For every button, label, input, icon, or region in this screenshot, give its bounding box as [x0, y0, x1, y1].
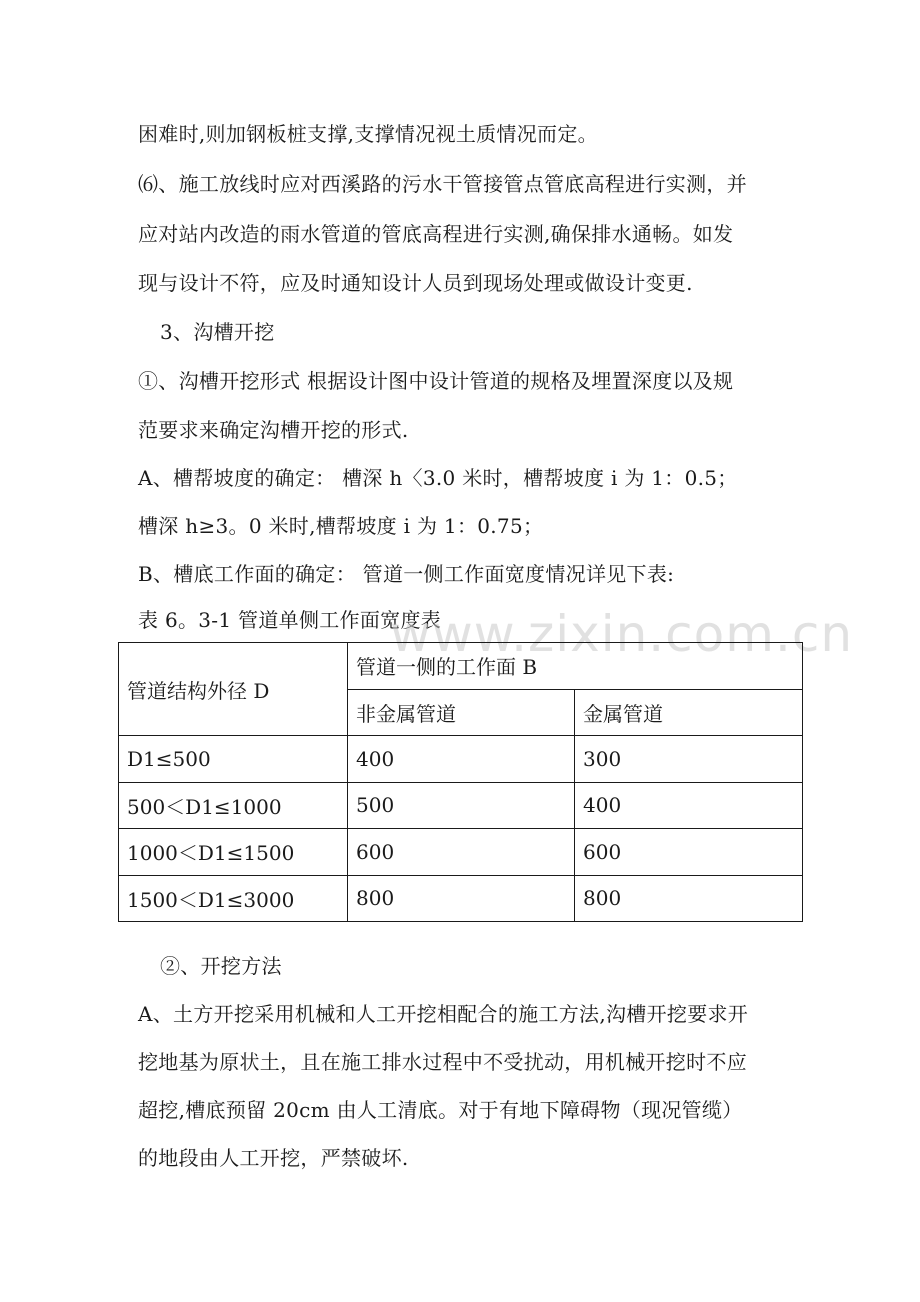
- subsection-heading: ②、开挖方法: [160, 954, 282, 978]
- paragraph-line: 槽深 h≥3。0 米时,槽帮坡度 i 为 1：0.75；: [138, 514, 544, 538]
- watermark: www.zixin.com.cn: [390, 605, 854, 663]
- cell-diameter: 1500＜D1≤3000: [119, 875, 348, 922]
- paragraph-line: ①、沟槽开挖形式 根据设计图中设计管道的规格及埋置深度以及规: [138, 369, 734, 393]
- cell-diameter: 1000＜D1≤1500: [119, 829, 348, 876]
- paragraph-line: 范要求来确定沟槽开挖的形式.: [138, 418, 409, 442]
- table-header-row: [119, 643, 803, 690]
- header-outer-diameter: 管道结构外径 D: [119, 643, 348, 736]
- paragraph-line: ⑹、施工放线时应对西溪路的污水干管接管点管底高程进行实测，并: [138, 172, 747, 196]
- header-work-face: 管道一侧的工作面 B: [348, 643, 803, 690]
- table-row: [119, 782, 803, 829]
- paragraph-line: 挖地基为原状土，且在施工排水过程中不受扰动，用机械开挖时不应: [138, 1050, 747, 1074]
- paragraph-line: 应对站内改造的雨水管道的管底高程进行实测,确保排水通畅。如发: [138, 222, 734, 246]
- cell-metal: 600: [575, 829, 803, 876]
- cell-metal: 800: [575, 875, 803, 922]
- table-row: [119, 829, 803, 876]
- paragraph-line: 的地段由人工开挖，严禁破坏.: [138, 1146, 409, 1170]
- header-non-metal-pipe: 非金属管道: [348, 689, 575, 736]
- cell-non-metal: 400: [348, 736, 575, 783]
- table-caption: 表 6。3-1 管道单侧工作面宽度表: [138, 608, 442, 632]
- table-row: [119, 875, 803, 922]
- paragraph-line: A、槽帮坡度的确定： 槽深 h〈3.0 米时，槽帮坡度 i 为 1：0.5；: [138, 466, 738, 490]
- cell-non-metal: 600: [348, 829, 575, 876]
- table-row: [119, 736, 803, 783]
- paragraph-line: A、土方开挖采用机械和人工开挖相配合的施工方法,沟槽开挖要求开: [138, 1002, 749, 1026]
- cell-non-metal: 500: [348, 782, 575, 829]
- paragraph-line: 困难时,则加钢板桩支撑,支撑情况视土质情况而定。: [138, 122, 598, 146]
- paragraph-line: 超挖,槽底预留 20cm 由人工清底。对于有地下障碍物（现况管缆）: [138, 1098, 743, 1122]
- work-face-width-table: [118, 642, 803, 922]
- cell-metal: 300: [575, 736, 803, 783]
- cell-non-metal: 800: [348, 875, 575, 922]
- cell-diameter: D1≤500: [119, 736, 348, 783]
- section-heading: 3、沟槽开挖: [160, 320, 275, 344]
- paragraph-line: 现与设计不符，应及时通知设计人员到现场处理或做设计变更.: [138, 271, 693, 295]
- cell-diameter: 500＜D1≤1000: [119, 782, 348, 829]
- paragraph-line: B、槽底工作面的确定： 管道一侧工作面宽度情况详见下表:: [138, 562, 675, 586]
- cell-metal: 400: [575, 782, 803, 829]
- header-metal-pipe: 金属管道: [575, 689, 803, 736]
